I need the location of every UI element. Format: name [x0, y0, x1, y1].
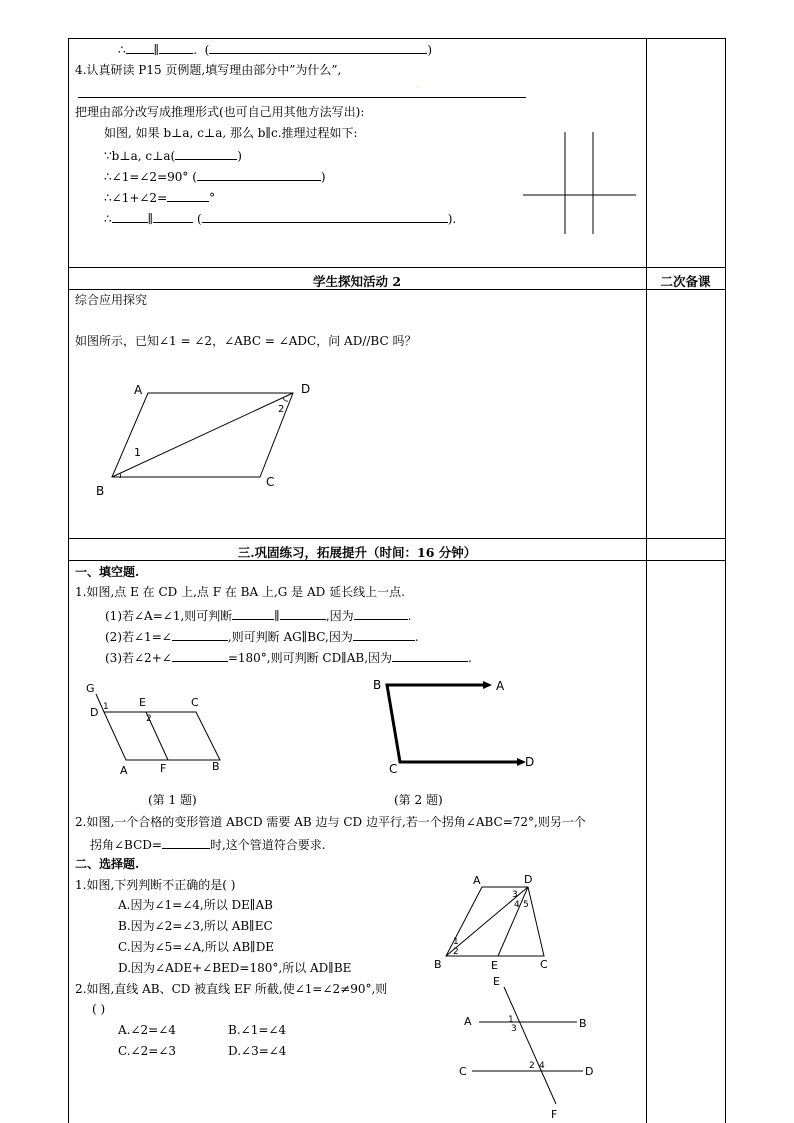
fig4-label-D: D	[585, 1065, 594, 1078]
row-divider-3	[68, 538, 726, 539]
choice-2-option-D: D.∠3=∠4	[228, 1044, 287, 1058]
fig3-label-n1: 1	[453, 937, 459, 947]
fig4-label-n2: 2	[529, 1061, 535, 1071]
fill-question-2-line-2: 拐角∠BCD= 时,这个管道符合要求.	[90, 838, 326, 852]
choice-1-option-D: D.因为∠ADE+∠BED=180°,所以 AD∥BE	[118, 961, 352, 975]
section-header-activity-2: 学生探知活动 2	[312, 274, 402, 289]
fig4-label-E: E	[493, 975, 500, 988]
vertex-label-C: C	[266, 475, 275, 489]
fig1-label-C: C	[191, 696, 199, 709]
table-top-border	[68, 38, 726, 39]
fig3-label-D: D	[524, 873, 533, 886]
proof-step-2: ∴∠1=∠2=90° ( )	[104, 170, 326, 184]
fig4-label-A: A	[464, 1015, 472, 1028]
fig4-label-n4: 4	[539, 1061, 545, 1071]
choice-2-option-C: C.∠2=∠3	[118, 1044, 177, 1058]
fig1-label-D: D	[90, 706, 99, 719]
choice-1-option-C: C.因为∠5=∠A,所以 AB∥DE	[118, 940, 275, 954]
fig3-label-B: B	[434, 958, 442, 971]
figure-choice-1	[430, 868, 560, 978]
side-header-second-preparation: 二次备课	[660, 274, 711, 289]
proof-step-1: ∵b⊥a, c⊥a( )	[104, 149, 242, 163]
fill-question-1-part-1: (1)若∠A=∠1,则可判断 ∥ ,因为 .	[105, 609, 412, 623]
fig2-label-C: C	[389, 762, 398, 776]
fig4-label-n1: 1	[508, 1015, 514, 1025]
choice-question-2: 2.如图,直线 AB、CD 被直线 EF 所截,使∠1=∠2≠90°,则	[75, 982, 388, 996]
fig1-label-B: B	[212, 760, 220, 773]
proof-step-3: ∴∠1+∠2= °	[104, 191, 216, 205]
table-right-border	[725, 38, 726, 1123]
fig4-label-F: F	[551, 1108, 558, 1121]
proof-intro: 如图, 如果 b⊥a, c⊥a, 那么 b∥c.推理过程如下:	[104, 126, 358, 140]
rewrite-instruction: 把理由部分改写成推理形式(也可自己用其他方法写出):	[75, 105, 365, 119]
table-column-divider	[646, 38, 647, 1123]
fig3-label-A: A	[473, 874, 481, 887]
section-header-practice: 三.巩固练习，拓展提升（时间：16 分钟）	[237, 545, 477, 560]
row-divider-1	[68, 267, 726, 268]
question-4: 4.认真研读 P15 页例题,填写理由部分中”为什么”,	[75, 63, 342, 77]
figure-1-caption: (第 1 题)	[148, 793, 197, 807]
choice-question-1: 1.如图,下列判断不正确的是( )	[75, 878, 236, 892]
choice-1-option-B: B.因为∠2=∠3,所以 AB∥EC	[118, 919, 273, 933]
reasoning-line-1: ∴ ∥ . ( )	[118, 43, 433, 57]
vertex-label-A: A	[134, 383, 143, 397]
perpendicular-lines-figure	[520, 128, 640, 238]
vertex-label-D: D	[301, 382, 311, 396]
fig2-label-A: A	[496, 679, 505, 693]
figure-2-caption: (第 2 题)	[394, 793, 443, 807]
fig1-label-n2: 2	[146, 714, 152, 724]
fig4-label-B: B	[579, 1017, 587, 1030]
vertex-label-B: B	[96, 484, 105, 498]
choice-2-option-B: B.∠1=∠4	[228, 1023, 287, 1037]
fig2-label-B: B	[373, 678, 382, 692]
fig1-label-G: G	[86, 682, 95, 695]
fig1-label-A: A	[120, 764, 128, 777]
choice-question-2-paren: ( )	[92, 1002, 106, 1016]
small-mark: ·	[418, 85, 420, 92]
table-left-border	[68, 38, 69, 1123]
fig3-label-n2: 2	[453, 947, 459, 957]
fill-blank-title: 一、填空题.	[75, 565, 140, 579]
choice-title: 二、选择题.	[75, 857, 140, 871]
fill-question-1-part-2: (2)若∠1=∠ ,则可判断 AG∥BC,因为 .	[105, 630, 419, 644]
parallelogram-figure	[90, 375, 320, 500]
fig3-label-E: E	[491, 959, 498, 972]
angle-label-1: 1	[134, 446, 141, 459]
section-subtitle: 综合应用探究	[75, 293, 148, 307]
fill-question-1-part-3: (3)若∠2+∠ =180°,则可判断 CD∥AB,因为 .	[105, 651, 472, 665]
fig4-label-C: C	[459, 1065, 467, 1078]
fig1-label-F: F	[160, 762, 167, 775]
answer-line-q4	[78, 97, 526, 98]
fig3-label-n5: 5	[523, 900, 529, 910]
figure-question-1	[80, 678, 240, 778]
figure-choice-2	[455, 970, 605, 1123]
choice-1-option-A: A.因为∠1=∠4,所以 DE∥AB	[118, 898, 273, 912]
fig2-label-D: D	[525, 755, 535, 769]
fig4-label-n3: 3	[511, 1024, 517, 1034]
fig3-label-n3: 3	[512, 890, 518, 900]
fig1-label-n1: 1	[103, 702, 109, 712]
choice-2-option-A: A.∠2=∠4	[118, 1023, 176, 1037]
fig3-label-n4: 4	[514, 900, 520, 910]
fill-question-2-line-1: 2.如图,一个合格的变形管道 ABCD 需要 AB 边与 CD 边平行,若一个拐角∠ABC=72°,则另一个	[75, 815, 586, 829]
fig3-label-C: C	[540, 958, 548, 971]
fig1-label-E: E	[139, 696, 146, 709]
proof-step-4: ∴ ∥ ( ).	[104, 212, 457, 226]
figure-question-2	[365, 672, 545, 782]
fill-question-1: 1.如图,点 E 在 CD 上,点 F 在 BA 上,G 是 AD 延长线上一点.	[75, 585, 405, 599]
angle-label-2: 2	[278, 404, 285, 415]
activity-question: 如图所示，已知∠1 = ∠2，∠ABC = ∠ADC，问 AD//BC 吗？	[75, 334, 417, 348]
